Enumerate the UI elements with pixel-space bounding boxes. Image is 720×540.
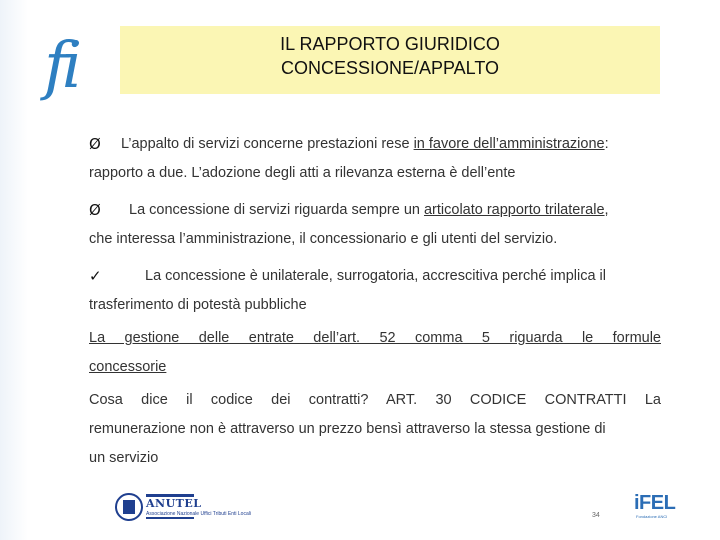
p1-lead-text: L’appalto di servizi concerne prestazioni rese [121, 136, 414, 152]
paragraph-unilaterale [89, 262, 661, 320]
anutel-subtitle: Associazione Nazionale Uffici Tributi Enti Locali [146, 511, 251, 517]
checkmark-bullet-icon: ✓ [89, 268, 102, 285]
p5-line3: un servizio [89, 450, 159, 466]
left-decorative-stripe [0, 0, 28, 540]
arrow-bullet-icon: Ø [89, 135, 101, 153]
p5-line1: Cosa dice il codice dei contratti? ART. 30 CODICE CONTRATTI La [89, 392, 661, 408]
title-line-1: IL RAPPORTO GIURIDICO [280, 34, 500, 54]
anutel-name: ANUTEL [146, 497, 202, 510]
p3-line2: trasferimento di potestà pubbliche [89, 297, 307, 313]
p2-line2: che interessa l’amministrazione, il concessionario e gli utenti del servizio. [89, 231, 558, 247]
p1-line2: rapporto a due. L’adozione degli atti a rilevanza esterna è dell’ente [89, 165, 516, 181]
paragraph-concessione [89, 196, 661, 254]
p1-tail-text: : [604, 136, 609, 152]
slide-body [89, 130, 661, 473]
arrow-bullet-icon: Ø [89, 201, 101, 219]
paragraph-gestione-entrate [89, 324, 661, 382]
title-line-2: CONCESSIONE/APPALTO [280, 58, 500, 78]
fi-logo: fi [44, 29, 77, 103]
p3-line1: La concessione è unilaterale, surrogatoria, accrescitiva perché implica il [145, 268, 607, 284]
paragraph-codice-contratti [89, 386, 661, 473]
p5-line2: remunerazione non è attraverso un prezzo bensì attraverso la stessa gestione di [89, 421, 606, 437]
p1-underlined-text: in favore dell’amministrazione [413, 136, 605, 152]
p2-underlined-text: articolato rapporto trilaterale [423, 202, 605, 218]
paragraph-appalto [89, 130, 661, 188]
p2-lead-text: La concessione di servizi riguarda sempre un [129, 202, 424, 218]
p4-line1: La gestione delle entrate dell’art. 52 comma 5 riguarda le formule [89, 330, 661, 346]
ifel-subtitle: Fondazione ANCI [636, 514, 668, 519]
page-number: 34 [592, 512, 600, 519]
p2-tail-text: , [604, 202, 609, 218]
ifel-logo: iFEL [634, 492, 676, 514]
p4-line2: concessorie [89, 359, 167, 375]
title-box [120, 26, 660, 94]
